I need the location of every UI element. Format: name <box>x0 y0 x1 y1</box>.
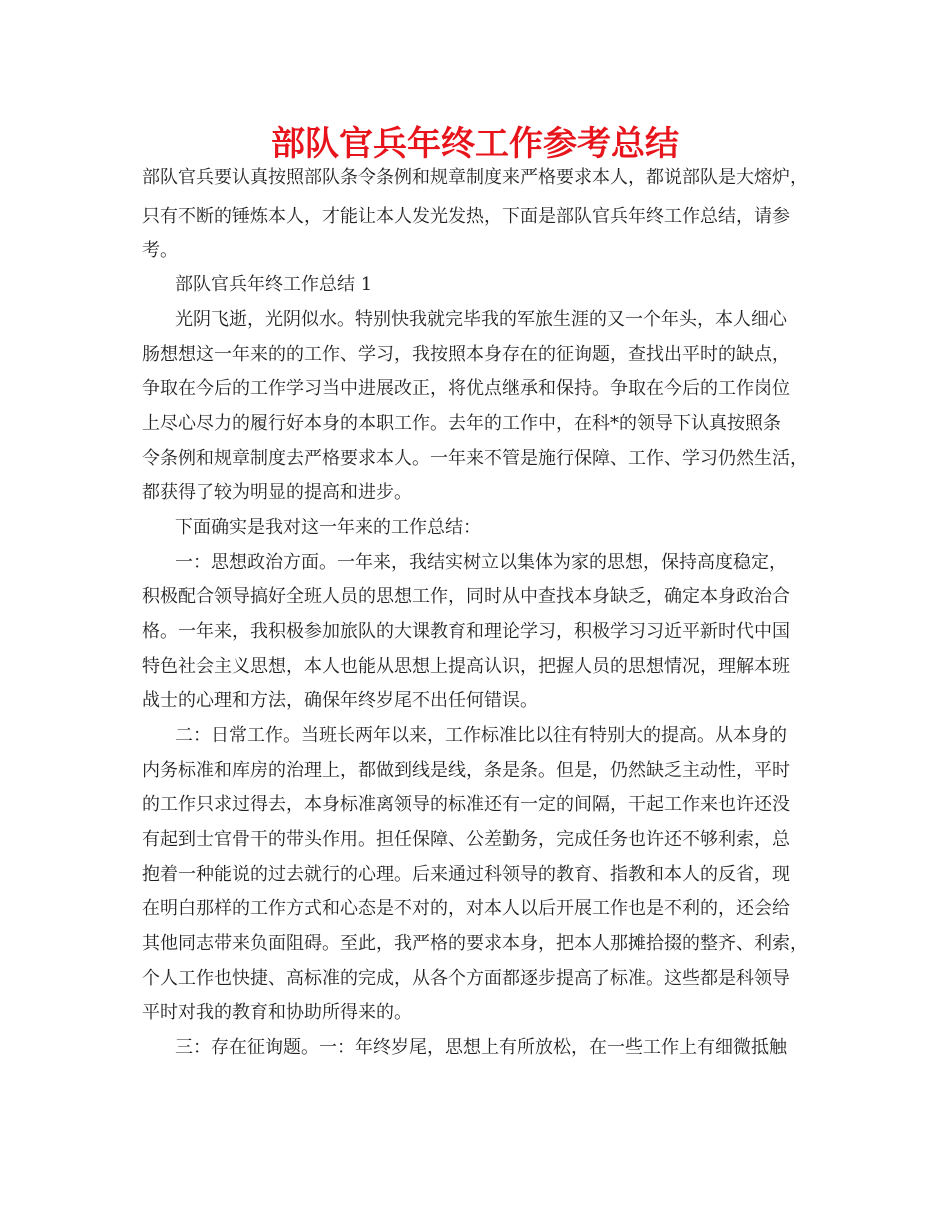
section-heading: 部队官兵年终工作总结 1 <box>175 274 373 295</box>
paragraph-line: 一：思想政治方面。一年来，我结实树立以集体为家的思想，保持高度稳定， <box>175 552 787 573</box>
paragraph-line: 三：存在征询题。一：年终岁尾，思想上有所放松，在一些工作上有细微抵触 <box>175 1037 787 1058</box>
paragraph-line: 战士的心理和方法，确保年终岁尾不出任何错误。 <box>142 690 538 711</box>
paragraph-line: 格。一年来，我积极参加旅队的大课教育和理论学习，积极学习习近平新时代中国 <box>142 621 790 642</box>
paragraph-line: 二：日常工作。当班长两年以来，工作标准比以往有特别大的提高。从本身的 <box>175 725 787 746</box>
paragraph-line: 有起到士官骨干的带头作用。担任保障、公差勤务，完成任务也许还不够利索，总 <box>142 829 790 850</box>
paragraph-line: 只有不断的锤炼本人，才能让本人发光发热，下面是部队官兵年终工作总结，请参 <box>142 206 790 227</box>
paragraph-line: 积极配合领导搞好全班人员的思想工作，同时从中查找本身缺乏，确定本身政治合 <box>142 586 790 607</box>
paragraph-line: 内务标准和库房的治理上，都做到线是线，条是条。但是，仍然缺乏主动性，平时 <box>142 760 790 781</box>
paragraph-line: 上尽心尽力的履行好本身的本职工作。去年的工作中，在科*的领导下认真按照条 <box>142 413 781 434</box>
paragraph-line: 光阴飞逝，光阴似水。特别快我就完毕我的军旅生涯的又一个年头，本人细心 <box>175 309 787 330</box>
paragraph-line: 都获得了较为明显的提高和进步。 <box>142 482 412 503</box>
paragraph-line: 争取在今后的工作学习当中进展改正，将优点继承和保持。争取在今后的工作岗位 <box>142 378 790 399</box>
document-title: 部队官兵年终工作参考总结 <box>271 124 679 164</box>
paragraph-line: 下面确实是我对这一年来的工作总结： <box>175 517 481 538</box>
paragraph-line: 肠想想这一年来的的工作、学习，我按照本身存在的征询题，查找出平时的缺点， <box>142 344 790 365</box>
paragraph-line: 平时对我的教育和协助所得来的。 <box>142 1002 412 1023</box>
paragraph-line: 在明白那样的工作方式和心态是不对的，对本人以后开展工作也是不利的，还会给 <box>142 898 790 919</box>
paragraph-line: 令条例和规章制度去严格要求本人。一年来不管是施行保障、工作、学习仍然生活， <box>142 448 808 469</box>
paragraph-line: 个人工作也快捷、高标准的完成，从各个方面都逐步提高了标准。这些都是科领导 <box>142 968 790 989</box>
paragraph-line: 的工作只求过得去，本身标准离领导的标准还有一定的间隔，干起工作来也许还没 <box>142 794 790 815</box>
paragraph-line: 考。 <box>142 240 178 261</box>
paragraph-line: 抱着一种能说的过去就行的心理。后来通过科领导的教育、指教和本人的反省，现 <box>142 864 790 885</box>
paragraph-line: 其他同志带来负面阻碍。至此，我严格的要求本身，把本人那摊拾掇的整齐、利索， <box>142 933 808 954</box>
paragraph-line: 部队官兵要认真按照部队条令条例和规章制度来严格要求本人，都说部队是大熔炉， <box>142 167 808 188</box>
paragraph-line: 特色社会主义思想，本人也能从思想上提高认识，把握人员的思想情况，理解本班 <box>142 656 790 677</box>
